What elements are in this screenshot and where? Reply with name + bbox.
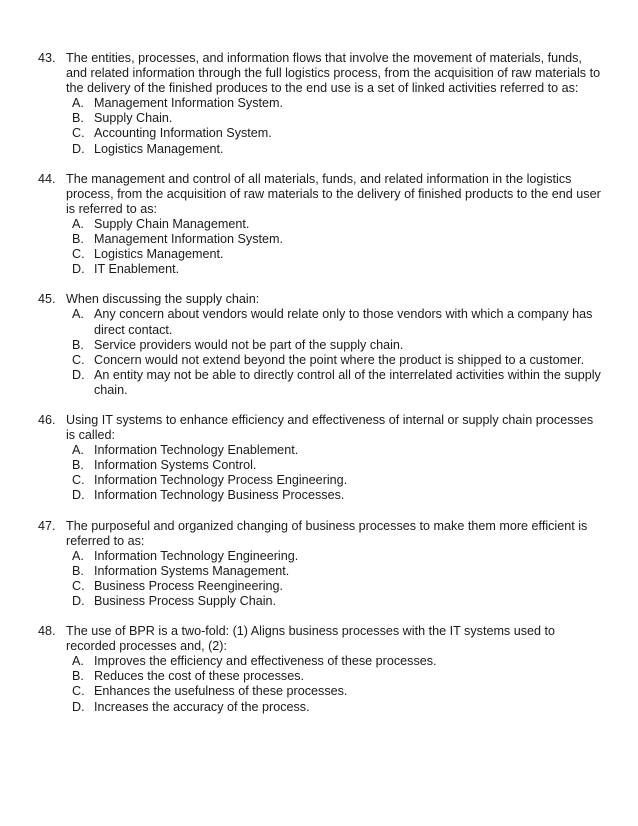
option-text: Management Information System.	[94, 96, 283, 111]
option-letter: B.	[72, 111, 84, 126]
question-stem	[38, 624, 604, 654]
option-a	[72, 654, 604, 669]
option-text: Reduces the cost of these processes.	[94, 669, 305, 684]
question-text: The entities, processes, and information flows that involve the movement of materials, funds, and related information through the full logistics process, from the acquisition of raw materials to the delivery of the finished produces to the end use is a set of linked activities referred to as:	[66, 51, 601, 96]
option-letter: C.	[72, 352, 85, 367]
option-d	[72, 700, 604, 715]
option-text: Supply Chain Management.	[94, 216, 250, 231]
option-text: Management Information System.	[94, 232, 283, 247]
option-letter: B.	[72, 458, 84, 473]
option-text: Business Process Supply Chain.	[94, 594, 277, 608]
option-d	[72, 594, 604, 609]
option-text: Supply Chain.	[94, 111, 173, 126]
option-text: Information Systems Management.	[94, 563, 290, 578]
option-b	[72, 669, 604, 684]
option-letter: B.	[72, 337, 84, 352]
option-text: Information Technology Engineering.	[94, 548, 299, 563]
option-letter: D.	[72, 488, 85, 503]
answer-options	[72, 217, 604, 277]
option-text: Information Technology Process Engineering.	[94, 473, 348, 488]
option-d	[72, 262, 604, 277]
option-text: Information Systems Control.	[94, 458, 257, 473]
option-letter: C.	[72, 473, 85, 488]
option-letter: D.	[72, 141, 85, 156]
question-47	[38, 519, 604, 610]
question-text: The use of BPR is a two-fold: (1) Aligns business processes with the IT systems used to recorded processes and, (2):	[66, 624, 556, 654]
option-letter: A.	[72, 654, 84, 669]
question-45	[38, 292, 604, 398]
option-text: Business Process Reengineering.	[94, 578, 284, 593]
question-list	[38, 51, 604, 730]
question-stem	[38, 519, 604, 549]
option-c	[72, 579, 604, 594]
option-a	[72, 443, 604, 458]
option-a	[72, 217, 604, 232]
answer-options	[72, 549, 604, 609]
option-letter: C.	[72, 578, 85, 593]
question-number: 48.	[38, 624, 56, 639]
question-stem	[38, 292, 604, 307]
answer-options	[72, 307, 604, 398]
question-46	[38, 413, 604, 504]
option-b	[72, 458, 604, 473]
option-text: Enhances the usefulness of these processes.	[94, 684, 348, 699]
question-stem	[38, 413, 604, 443]
option-letter: B.	[72, 563, 84, 578]
option-text: Any concern about vendors would relate only to those vendors with which a company has direct contact.	[94, 307, 593, 337]
option-text: Increases the accuracy of the process.	[94, 699, 310, 714]
option-letter: D.	[72, 262, 85, 277]
option-b	[72, 232, 604, 247]
option-letter: C.	[72, 684, 85, 699]
option-letter: C.	[72, 126, 85, 141]
option-text: Logistics Management.	[94, 247, 224, 262]
option-letter: D.	[72, 367, 85, 382]
option-d	[72, 368, 604, 398]
option-c	[72, 247, 604, 262]
option-a	[72, 549, 604, 564]
question-number: 43.	[38, 51, 56, 65]
option-letter: A.	[72, 548, 84, 563]
option-c	[72, 353, 604, 368]
answer-options	[72, 654, 604, 714]
option-a	[72, 96, 604, 111]
option-letter: C.	[72, 247, 85, 262]
option-letter: A.	[72, 307, 84, 322]
question-number: 44.	[38, 171, 56, 186]
question-text: The purposeful and organized changing of business processes to make them more efficient is referred to as:	[66, 518, 588, 548]
option-letter: A.	[72, 216, 84, 231]
question-48	[38, 624, 604, 715]
option-text: Service providers would not be part of the supply chain.	[94, 337, 404, 352]
option-text: Concern would not extend beyond the point where the product is shipped to a customer.	[94, 352, 585, 367]
option-text: Accounting Information System.	[94, 126, 272, 141]
question-number: 47.	[38, 518, 56, 533]
option-c	[72, 473, 604, 488]
question-text: Using IT systems to enhance efficiency and effectiveness of internal or supply chain processes is called:	[66, 412, 594, 443]
option-text: Information Technology Enablement.	[94, 443, 299, 458]
option-d	[72, 488, 604, 503]
option-letter: A.	[72, 443, 84, 458]
option-b	[72, 111, 604, 126]
question-text: When discussing the supply chain:	[66, 292, 260, 307]
option-letter: D.	[72, 594, 85, 608]
option-letter: A.	[72, 96, 84, 111]
answer-options	[72, 443, 604, 503]
option-text: IT Enablement.	[94, 262, 180, 277]
option-c	[72, 684, 604, 699]
option-b	[72, 338, 604, 353]
question-44	[38, 172, 604, 278]
question-stem	[38, 51, 604, 96]
option-d	[72, 142, 604, 157]
option-c	[72, 126, 604, 141]
option-letter: D.	[72, 699, 85, 714]
question-text: The management and control of all materials, funds, and related information in the logistics process, from the acquisition of raw materials to the delivery of finished products to the end user is referred to as:	[66, 171, 601, 216]
option-letter: B.	[72, 669, 84, 684]
question-number: 46.	[38, 412, 56, 427]
option-text: An entity may not be able to directly control all of the interrelated activities within the supply chain.	[94, 367, 601, 397]
answer-options	[72, 96, 604, 156]
option-letter: B.	[72, 232, 84, 247]
question-43	[38, 51, 604, 157]
option-text: Information Technology Business Processes.	[94, 488, 345, 503]
option-text: Improves the efficiency and effectiveness of these processes.	[94, 654, 437, 669]
question-number: 45.	[38, 292, 56, 307]
option-b	[72, 564, 604, 579]
question-stem	[38, 172, 604, 217]
option-text: Logistics Management.	[94, 141, 224, 156]
option-a	[72, 307, 604, 337]
